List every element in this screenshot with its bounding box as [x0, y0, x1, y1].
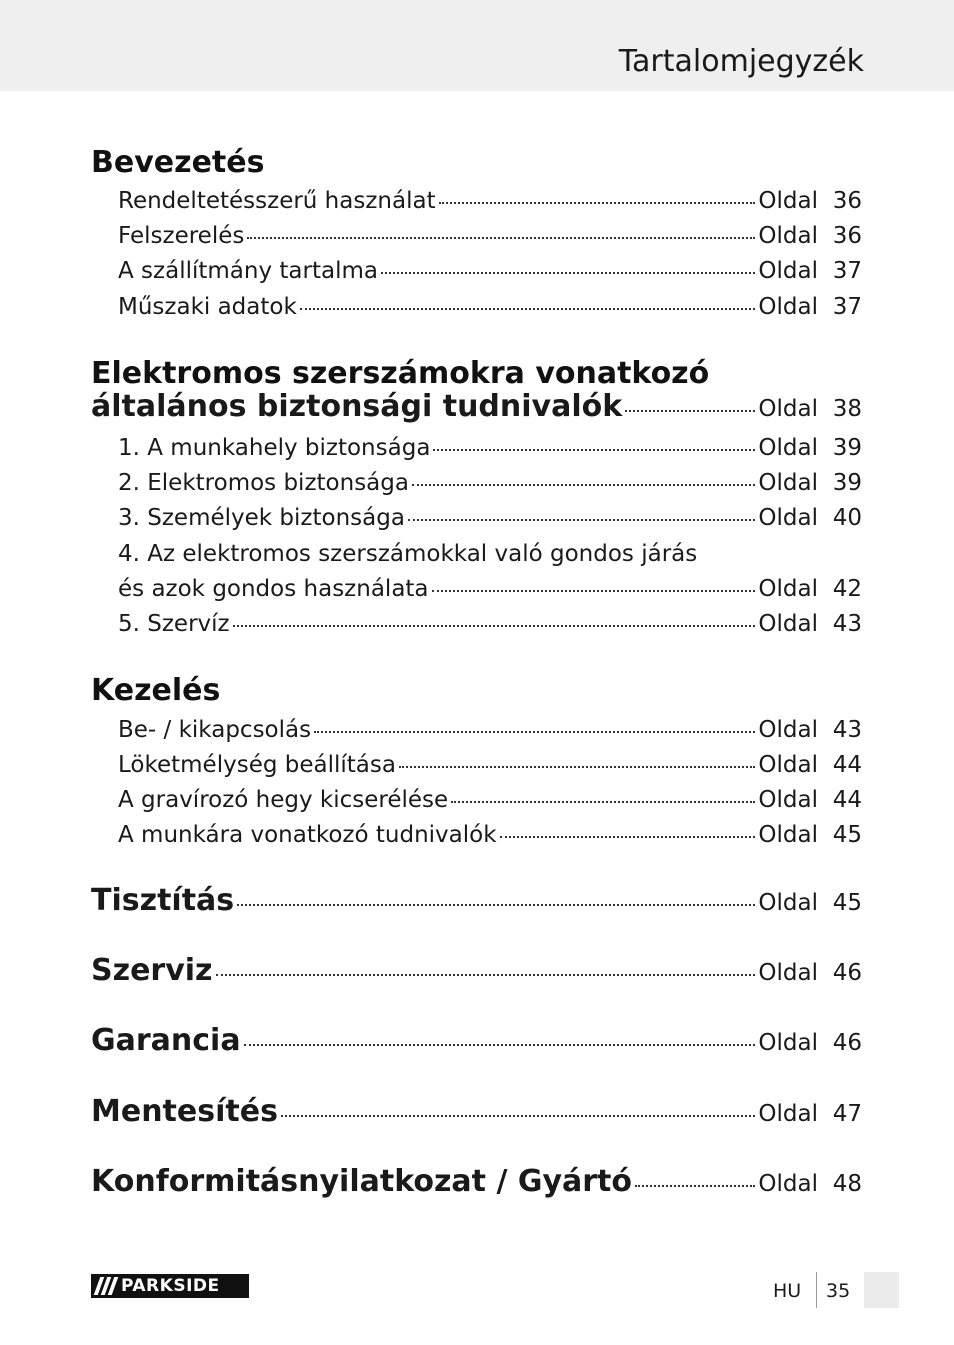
page-number: 36: [832, 223, 862, 249]
dot-leader: [399, 766, 755, 768]
page-word: Oldal: [758, 576, 818, 602]
section-heading-szerviz: Szerviz: [91, 953, 213, 988]
toc-entry-label: A gravírozó hegy kicserélése: [118, 787, 449, 813]
dot-leader: [439, 202, 756, 204]
page-word: Oldal: [758, 396, 818, 422]
toc-entry-label: Rendeltetésszerű használat: [118, 188, 436, 214]
toc-entry-page: [758, 433, 862, 463]
parkside-logo: [91, 1274, 249, 1298]
toc-entry[interactable]: [118, 433, 862, 463]
page-word: Oldal: [758, 470, 818, 496]
toc-entry-page: [758, 609, 862, 639]
dot-leader: [408, 519, 756, 521]
dot-leader: [432, 590, 756, 592]
toc-entry-page: [758, 221, 862, 251]
toc-entry-label: 5. Szervíz: [118, 611, 230, 637]
logo-stripes-icon: [97, 1277, 115, 1295]
page-word: Oldal: [758, 822, 818, 848]
section-heading-konformitas: Konformitásnyilatkozat / Gyártó: [91, 1164, 633, 1199]
page-word: Oldal: [758, 435, 818, 461]
dot-leader: [625, 410, 755, 412]
toc-entry-page: [758, 503, 862, 533]
toc-entry[interactable]: [118, 750, 862, 780]
page-number: 39: [832, 435, 862, 461]
toc-entry-label: 3. Személyek biztonsága: [118, 505, 405, 531]
dot-leader: [300, 308, 756, 310]
dot-leader: [635, 1185, 755, 1187]
toc-entry[interactable]: [118, 503, 862, 533]
page-word: Oldal: [758, 505, 818, 531]
footer-grey-box: [864, 1272, 899, 1308]
page-word: Oldal: [758, 717, 818, 743]
page-word: Oldal: [758, 611, 818, 637]
dot-leader: [233, 625, 756, 627]
toc-entry-page: [758, 1028, 862, 1058]
toc-main-entry[interactable]: [91, 953, 862, 988]
toc-entry-page: [758, 785, 862, 815]
section-heading-mentesites: Mentesítés: [91, 1094, 278, 1129]
page-number: 38: [832, 396, 862, 422]
toc-entry-label: Felszerelés: [118, 223, 245, 249]
dot-leader: [433, 449, 755, 451]
toc-entry-page: [758, 292, 862, 322]
page-word: Oldal: [758, 223, 818, 249]
dot-leader: [451, 801, 755, 803]
toc-entry[interactable]: [118, 186, 862, 216]
page-number: 40: [832, 505, 862, 531]
toc-entry[interactable]: [118, 820, 862, 850]
page-word: Oldal: [758, 188, 818, 214]
page-number: 37: [832, 258, 862, 284]
header-band: [0, 0, 954, 91]
page-word: Oldal: [758, 752, 818, 778]
page-number: 44: [832, 787, 862, 813]
toc-main-entry[interactable]: [91, 389, 862, 424]
toc-main-entry[interactable]: [91, 883, 862, 918]
toc-entry-label: A szállítmány tartalma: [118, 258, 378, 284]
dot-leader: [500, 836, 756, 838]
section-heading-elektromos: Elektromos szerszámokra vonatkozó: [91, 356, 710, 391]
page-number: 44: [832, 752, 862, 778]
page-number: 37: [832, 294, 862, 320]
toc-entry[interactable]: [118, 468, 862, 498]
toc-entry-page: [758, 1099, 862, 1129]
footer-divider: [816, 1272, 817, 1308]
page-number: 47: [832, 1101, 862, 1127]
page-title: Tartalomjegyzék: [618, 44, 864, 79]
page-word: Oldal: [758, 1171, 818, 1197]
page-number: 39: [832, 470, 862, 496]
section-heading-bevezetes: Bevezetés: [91, 145, 265, 180]
page-number: 43: [832, 717, 862, 743]
toc-main-entry[interactable]: [91, 1023, 862, 1058]
dot-leader: [281, 1115, 755, 1117]
toc-entry-page: [758, 394, 862, 424]
page-word: Oldal: [758, 258, 818, 284]
toc-main-entry[interactable]: [91, 1094, 862, 1129]
language-code: HU: [773, 1280, 802, 1302]
page-number: 43: [832, 611, 862, 637]
toc-entry[interactable]: [118, 221, 862, 251]
toc-entry-page: [758, 888, 862, 918]
page-number: 46: [832, 1030, 862, 1056]
toc-entry-page: [758, 574, 862, 604]
section-heading-tisztitas: Tisztítás: [91, 883, 235, 918]
toc-entry-label: Be- / kikapcsolás: [118, 717, 312, 743]
dot-leader: [412, 484, 755, 486]
toc-entry-page: [758, 256, 862, 286]
toc-entry-page: [758, 468, 862, 498]
toc-entry[interactable]: [118, 715, 862, 745]
toc-entry-label: 2. Elektromos biztonsága: [118, 470, 409, 496]
toc-entry-page: [758, 750, 862, 780]
toc-entry-page: [758, 958, 862, 988]
toc-entry-page: [758, 186, 862, 216]
section-heading-kezeles: Kezelés: [91, 673, 221, 708]
page-number: 36: [832, 188, 862, 214]
toc-entry-page: [758, 1169, 862, 1199]
toc-entry-label-line1: 4. Az elektromos szerszámokkal való gondos járás: [118, 541, 698, 567]
page-number: 46: [832, 960, 862, 986]
toc-entry-page: [758, 715, 862, 745]
toc-entry-label: Műszaki adatok: [118, 294, 297, 320]
page-number: 45: [832, 822, 862, 848]
toc-entry-label: A munkára vonatkozó tudnivalók: [118, 822, 497, 848]
toc-main-entry[interactable]: [91, 1164, 862, 1199]
page-number-footer: 35: [826, 1280, 851, 1302]
toc-entry-label: és azok gondos használata: [118, 576, 429, 602]
dot-leader: [314, 731, 755, 733]
section-heading-garancia: Garancia: [91, 1023, 241, 1058]
section-heading-elektromos-line2: általános biztonsági tudnivalók: [91, 389, 623, 424]
toc-entry[interactable]: [118, 785, 862, 815]
page-number: 48: [832, 1171, 862, 1197]
page-number: 42: [832, 576, 862, 602]
toc-entry[interactable]: [118, 574, 862, 604]
page-word: Oldal: [758, 787, 818, 813]
dot-leader: [237, 904, 755, 906]
logo-brand-text: PARKSIDE: [121, 1276, 220, 1296]
page-word: Oldal: [758, 1030, 818, 1056]
dot-leader: [216, 974, 756, 976]
page-word: Oldal: [758, 294, 818, 320]
dot-leader: [381, 272, 755, 274]
page-word: Oldal: [758, 960, 818, 986]
toc-entry[interactable]: [118, 609, 862, 639]
toc-entry-page: [758, 820, 862, 850]
toc-entry[interactable]: [118, 292, 862, 322]
toc-entry-label: 1. A munkahely biztonsága: [118, 435, 431, 461]
toc-entry[interactable]: [118, 256, 862, 286]
dot-leader: [247, 237, 755, 239]
dot-leader: [244, 1044, 756, 1046]
page-word: Oldal: [758, 890, 818, 916]
page-word: Oldal: [758, 1101, 818, 1127]
page-number: 45: [832, 890, 862, 916]
toc-entry-label: Löketmélység beállítása: [118, 752, 396, 778]
